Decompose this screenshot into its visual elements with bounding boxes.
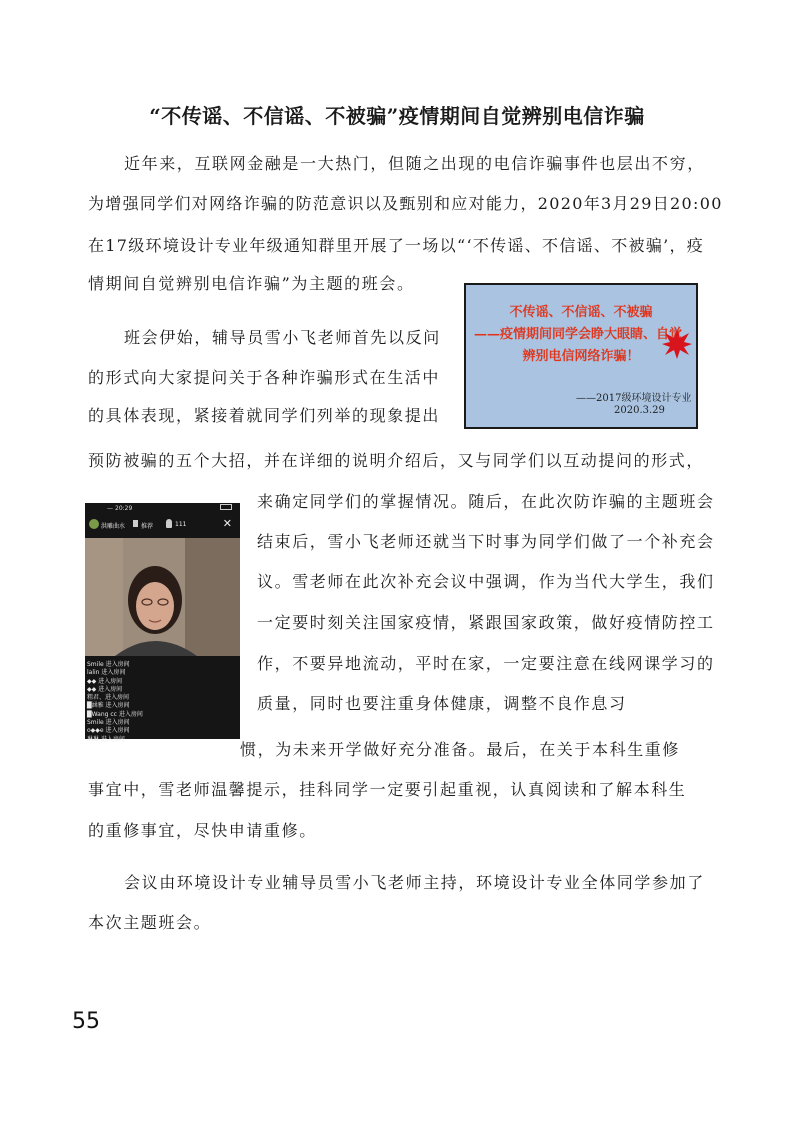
- room-name: 洪雕曲水: [101, 523, 126, 530]
- chat-message: o◆◆e 进入房间: [87, 727, 130, 735]
- paragraph-line: 结束后，雪小飞老师还就当下时事为同学们做了一个补充会: [257, 532, 715, 551]
- chat-message: █涵雅 进入房间: [87, 702, 130, 710]
- paragraph-line: 会议由环境设计专业辅导员雪小飞老师主持，环境设计专业全体同学参加了: [124, 873, 705, 892]
- poster-date: 2020.3.29: [614, 405, 665, 416]
- chat-message: Smile 进入房间: [87, 719, 130, 727]
- status-bar: — 20:29: [85, 503, 240, 515]
- chat-message: ◆◆ 进入房间: [87, 677, 123, 685]
- poster-signature: ——2017级环境设计专业: [576, 393, 692, 404]
- chat-message: Smile 进入房间: [87, 661, 130, 668]
- paragraph-line: 为增强同学们对网络诈骗的防范意识以及甄别和应对能力，2020年3月29日20:00: [88, 194, 723, 213]
- paragraph-line: 的形式向大家提问关于各种诈骗形式在生活中: [88, 368, 441, 387]
- chat-messages: [87, 661, 143, 744]
- starburst-icon: [662, 329, 692, 359]
- poster-line-3: 辨别电信网络诈骗！: [522, 349, 640, 364]
- paragraph-line: 在17级环境设计专业年级通知群里开展了一场以“‘不传谣、不信谣、不被骗’，疫: [88, 236, 705, 255]
- follow-label: 推荐: [141, 523, 154, 530]
- person-icon: [166, 519, 172, 528]
- paragraph-line: 预防被骗的五个大招，并在详细的说明介绍后，又与同学们以互动提问的形式，: [88, 451, 705, 470]
- poster-line-2: ——疫情期间同学会睁大眼睛、自觉: [474, 327, 683, 342]
- paragraph-line: 班会伊始，辅导员雪小飞老师首先以反问: [124, 328, 441, 347]
- person-video-image: [85, 538, 240, 656]
- close-icon[interactable]: ✕: [222, 517, 232, 530]
- paragraph-line: 近年来，互联网金融是一大热门，但随之出现的电信诈骗事件也层出不穷，: [124, 154, 705, 173]
- paragraph-line: 作，不要异地流动，平时在家，一定要注意在线网课学习的: [257, 654, 715, 673]
- room-avatar: [89, 519, 99, 529]
- paragraph-line: 事宜中，雪老师温馨提示，挂科同学一定要引起重视，认真阅读和了解本科生: [88, 780, 687, 799]
- status-time: 20:29: [115, 505, 133, 512]
- paragraph-line: 一定要时刻关注国家疫情，紧跟国家政策，做好疫情防控工: [257, 613, 715, 632]
- chat-message: ◆◆ 进入房间: [87, 685, 123, 693]
- paragraph-line: 的重修事宜，尽快申请重修。: [88, 821, 317, 840]
- battery-icon: [220, 504, 232, 510]
- poster-line-1: 不传谣、不信谣、不被骗: [509, 305, 653, 320]
- phone-icon: [133, 520, 138, 527]
- paragraph-line: 来确定同学们的掌握情况。随后，在此次防诈骗的主题班会: [257, 492, 715, 511]
- viewer-count: 111: [175, 521, 187, 528]
- chat-message: 琳琳 进入房间: [87, 735, 125, 743]
- paragraph-line: 的具体表现，紧接着就同学们列举的现象提出: [88, 406, 441, 425]
- paragraph-line: 惯，为未来开学做好充分准备。最后，在关于本科生重修: [240, 740, 681, 759]
- article-title: “不传谣、不信谣、不被骗”疫情期间自觉辨别电信诈骗: [149, 104, 645, 128]
- video-call-screenshot: [85, 503, 240, 743]
- paragraph-line: 本次主题班会。: [88, 913, 212, 932]
- chat-message: lalin 进入房间: [87, 669, 126, 677]
- paragraph-line: 情期间自觉辨别电信诈骗”为主题的班会。: [88, 274, 415, 293]
- video-frame: [85, 538, 240, 656]
- paragraph-line: 质量，同时也要注重身体健康，调整不良作息习: [257, 694, 627, 713]
- anti-fraud-poster: [464, 283, 698, 429]
- chat-message: █Wang cc 进入房间: [87, 710, 143, 718]
- page-number: 55: [72, 1009, 100, 1034]
- live-room-header: [85, 516, 240, 534]
- paragraph-line: 议。雪老师在此次补充会议中强调，作为当代大学生，我们: [257, 572, 715, 591]
- chat-message: 粗君、进入房间: [87, 694, 130, 702]
